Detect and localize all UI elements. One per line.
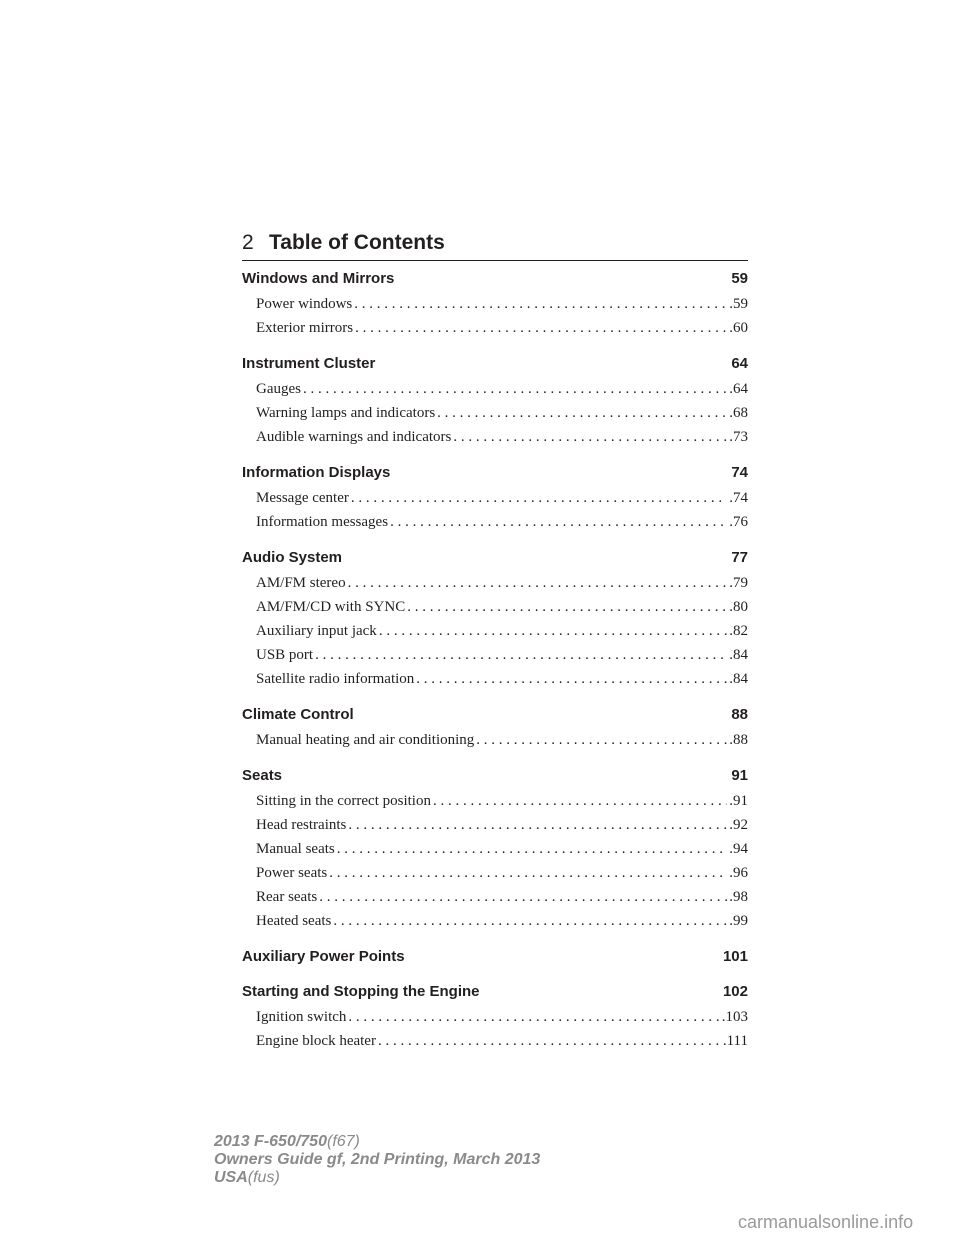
toc-entry[interactable] [242,1029,748,1053]
section-page: 102 [722,983,748,1000]
watermark: carmanualsonline.info [738,1212,914,1232]
section-page: 91 [731,767,748,784]
toc-entry[interactable] [242,401,748,425]
entry-label: Sitting in the correct position [256,793,431,809]
dot-leader [333,909,727,933]
entry-label: Head restraints [256,817,347,833]
entry-page: .64 [729,381,748,397]
footer-guide: Owners Guide gf, 2nd Printing, March 2013 [214,1151,541,1168]
entry-page: .94 [729,841,748,857]
entry-page: .84 [729,671,748,687]
entry-label: Information messages [256,514,389,530]
dot-leader [416,667,727,691]
section-heading[interactable] [242,547,748,569]
entry-label: USB port [256,647,314,663]
section-heading[interactable] [242,268,748,290]
section-title: Starting and Stopping the Engine [242,983,480,1000]
entry-label: Satellite radio information [256,671,415,687]
entry-label: Gauges [256,381,301,397]
entry-label: Ignition switch [256,1009,347,1025]
section-heading[interactable] [242,981,748,1003]
entry-page: .79 [729,575,748,591]
toc-entry[interactable] [242,909,748,933]
toc-section [242,268,748,340]
toc-entry[interactable] [242,292,748,316]
entry-page: .92 [729,817,748,833]
entry-label: Power windows [256,296,353,312]
dot-leader [348,813,727,837]
footer-model: 2013 F-650/750 [214,1133,327,1150]
dot-leader [453,425,727,449]
section-title: Auxiliary Power Points [242,948,405,965]
table-of-contents [242,262,748,1053]
entry-label: Exterior mirrors [256,320,354,336]
entry-page: .80 [729,599,748,615]
document-footer [214,1133,540,1187]
section-heading[interactable] [242,946,748,968]
section-title: Windows and Mirrors [242,270,395,287]
dot-leader [407,595,727,619]
entry-page: .73 [729,429,748,445]
entry-page: .111 [722,1033,748,1049]
toc-section [242,765,748,933]
section-title: Information Displays [242,464,391,481]
toc-entry[interactable] [242,813,748,837]
dot-leader [379,619,727,643]
dot-leader [355,316,727,340]
entry-page: .96 [729,865,748,881]
page-number: 2 [242,231,254,254]
entry-label: Warning lamps and indicators [256,405,436,421]
dot-leader [437,401,727,425]
toc-entry[interactable] [242,486,748,510]
dot-leader [378,1029,721,1053]
toc-entry[interactable] [242,789,748,813]
toc-entry[interactable] [242,885,748,909]
section-heading[interactable] [242,462,748,484]
dot-leader [476,728,727,752]
entry-label: Auxiliary input jack [256,623,377,639]
section-page: 101 [722,948,748,965]
section-page: 77 [731,549,748,566]
entry-label: Engine block heater [256,1033,376,1049]
entry-label: AM/FM/CD with SYNC [256,599,406,615]
toc-entry[interactable] [242,619,748,643]
toc-section [242,353,748,449]
entry-page: .91 [729,793,748,809]
toc-entry[interactable] [242,837,748,861]
dot-leader [315,643,727,667]
section-heading[interactable] [242,353,748,375]
toc-entry[interactable] [242,425,748,449]
section-title: Instrument Cluster [242,355,376,372]
section-title: Audio System [242,549,343,566]
entry-label: Heated seats [256,913,332,929]
entry-label: AM/FM stereo [256,575,346,591]
entry-label: Manual seats [256,841,335,857]
toc-entry[interactable] [242,571,748,595]
section-page: 74 [731,464,748,481]
toc-section [242,981,748,1053]
entry-label: Power seats [256,865,328,881]
entry-page: .59 [729,296,748,312]
dot-leader [354,292,727,316]
section-title: Climate Control [242,706,354,723]
page-header [242,230,748,261]
toc-entry[interactable] [242,510,748,534]
entry-page: .68 [729,405,748,421]
toc-entry[interactable] [242,728,748,752]
section-page: 64 [731,355,748,372]
toc-section [242,704,748,752]
entry-page: .103 [721,1009,748,1025]
entry-page: .76 [729,514,748,530]
dot-leader [351,486,727,510]
entry-label: Audible warnings and indicators [256,429,452,445]
footer-market-code: (fus) [247,1169,280,1186]
entry-label: Message center [256,490,349,506]
section-title: Seats [242,767,283,784]
toc-entry[interactable] [242,861,748,885]
toc-entry[interactable] [242,1005,748,1029]
dot-leader [390,510,727,534]
toc-entry[interactable] [242,316,748,340]
entry-label: Rear seats [256,889,318,905]
dot-leader [348,1005,719,1029]
toc-section [242,946,748,968]
footer-model-code: (f67) [326,1133,360,1150]
entry-page: .60 [729,320,748,336]
section-heading[interactable] [242,765,748,787]
dot-leader [337,837,728,861]
entry-page: .99 [729,913,748,929]
footer-market: USA [214,1169,248,1186]
entry-page: .74 [729,490,748,506]
dot-leader [348,571,728,595]
section-heading[interactable] [242,704,748,726]
section-page: 59 [731,270,748,287]
entry-page: .82 [729,623,748,639]
toc-section [242,547,748,691]
entry-label: Manual heating and air conditioning [256,732,475,748]
dot-leader [433,789,727,813]
toc-entry[interactable] [242,643,748,667]
toc-entry[interactable] [242,595,748,619]
entry-page: .98 [729,889,748,905]
page-title: Table of Contents [269,231,445,254]
entry-page: .84 [729,647,748,663]
dot-leader [329,861,727,885]
section-page: 88 [731,706,748,723]
dot-leader [319,885,727,909]
dot-leader [303,377,727,401]
toc-section [242,462,748,534]
toc-entry[interactable] [242,667,748,691]
toc-entry[interactable] [242,377,748,401]
entry-page: .88 [729,732,748,748]
